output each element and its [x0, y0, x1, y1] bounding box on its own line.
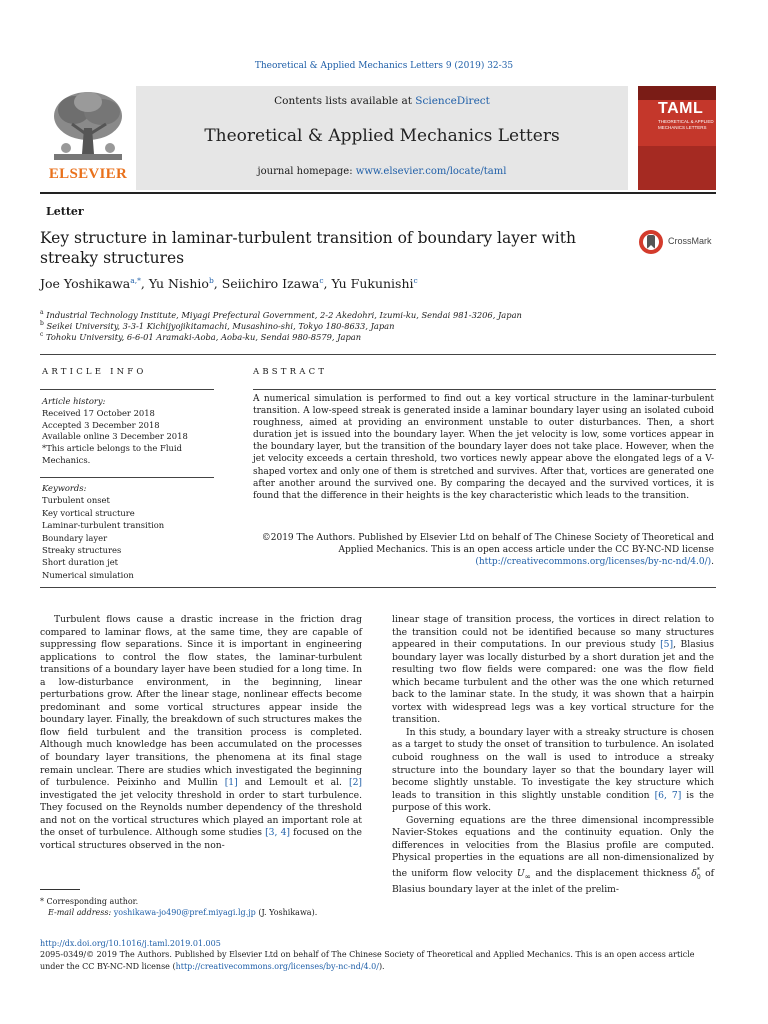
elsevier-wordmark: ELSEVIER: [48, 166, 128, 182]
license-link[interactable]: (http://creativecommons.org/licenses/by-nc-nd/4.0/): [475, 557, 712, 568]
keyword-item: Streaky structures: [42, 545, 122, 556]
contents-prefix: Contents lists available at: [274, 95, 416, 107]
email-label: E-mail address:: [48, 908, 114, 917]
abstract-heading: ABSTRACT: [253, 367, 328, 377]
affiliation-mark: b: [40, 320, 44, 327]
body-text: and the displacement thickness: [531, 868, 692, 879]
body-paragraph: [392, 727, 714, 815]
author-name[interactable]: Joe Yoshikawa: [40, 276, 131, 292]
author-sup[interactable]: c: [319, 276, 324, 285]
cover-bottom-stripe: [638, 146, 716, 190]
email-tail: (J. Yoshikawa).: [255, 908, 318, 917]
copyright-line-1: ©2019 The Authors. Published by Elsevier Ltd on behalf of The Chinese Society of Theoretical and: [261, 533, 714, 543]
corresponding-author-note: * Corresponding author.: [40, 897, 139, 906]
author-separator: ,: [213, 276, 222, 292]
doi-license-block: [40, 938, 716, 972]
article-title: Key structure in laminar-turbulent transition of boundary layer with streaky structures: [40, 229, 576, 267]
abstract-divider: [253, 389, 716, 390]
author-list: [40, 276, 640, 291]
body-paragraph: [40, 614, 362, 852]
history-accepted: Accepted 3 December 2018: [42, 419, 160, 430]
body-text: focused on the vortical structures observed in the non-: [40, 827, 362, 851]
keyword-item: Short duration jet: [42, 557, 119, 568]
abstract-text: A numerical simulation is performed to find out a key vortical structure in the laminar-turbulent transition. A low-speed streak is generated inside a laminar boundary layer using an isolated cuboid roughness, aimed at providing an environment unstable to outer disturbances. Then, a short duration jet is issued into the boundary layer. When the jet velocity is low, some vortices appear in the boundary layer, but the transition of the boundary layer does not take place. However, when the jet velocity exceeds a certain threshold, two vortices newly appear above the elongated legs of a V-shaped vortex and only one of them is stretched and survives. After that, vortices are generated one after another around the survived one. By comparing the decayed and the survived vortices, it is found that the difference in their heights is the key characteristic which leads to the transition.: [253, 394, 714, 501]
body-paragraph: [392, 614, 714, 727]
email-line: [40, 907, 362, 918]
citation-link[interactable]: [5]: [660, 639, 674, 651]
sciencedirect-link[interactable]: ScienceDirect: [415, 95, 490, 107]
affiliation-mark: a: [40, 309, 44, 316]
body-text: and Lemoult et al.: [237, 777, 349, 789]
cover-title: TAML: [658, 100, 704, 117]
contents-available: [136, 95, 628, 107]
footnote: [40, 896, 362, 918]
keywords: [42, 482, 214, 581]
citation-link[interactable]: [1]: [224, 777, 238, 789]
author-sup[interactable]: b: [208, 276, 214, 285]
citation-link[interactable]: [6, 7]: [654, 789, 682, 801]
keyword-item: Boundary layer: [42, 532, 108, 543]
journal-reference-link[interactable]: Theoretical & Applied Mechanics Letters 9 (2019) 32-35: [254, 61, 514, 71]
body-text: Governing equations are the three dimensional incompressible Navier-Stokes equations and the continuity equation. Only the differences in velocities from the Blasius profile are computed. Physical properties in the equations are all non-dimensionalized by the uniform flow velocity: [392, 814, 714, 879]
author-separator: ,: [323, 276, 332, 292]
email-link[interactable]: yoshikawa-jo490@pref.miyagi.lg.jp: [113, 908, 256, 917]
crossmark-badge[interactable]: [638, 228, 718, 256]
homepage-link[interactable]: www.elsevier.com/locate/taml: [355, 166, 507, 177]
cover-top-stripe: [638, 86, 716, 100]
affiliation-divider: [40, 354, 716, 355]
footnote-rule: [40, 889, 80, 890]
math-subscript: ∞: [524, 871, 532, 881]
doi-link[interactable]: http://dx.doi.org/10.1016/j.taml.2019.01.005: [40, 939, 221, 948]
history-online: Available online 3 December 2018: [42, 431, 188, 442]
keywords-divider: [40, 477, 214, 478]
keyword-item: Laminar-turbulent transition: [42, 520, 165, 531]
abstract-bottom-divider: [40, 587, 716, 588]
license-text: 2095-0349/© 2019 The Authors. Published by Elsevier Ltd on behalf of The Chinese Society of Theoretical and Applied Mechanics. This is an open access article under the CC BY-NC-ND license (: [40, 950, 695, 971]
journal-title: Theoretical & Applied Mechanics Letters: [204, 126, 560, 146]
license-url-link[interactable]: http://creativecommons.org/licenses/by-nc-nd/4.0/: [175, 961, 379, 971]
history-received: Received 17 October 2018: [42, 407, 155, 418]
journal-reference[interactable]: [0, 61, 768, 71]
history-label: Article history:: [42, 396, 106, 406]
body-text: , Blasius boundary layer was locally disturbed by a short duration jet and the resulting two flow fields were compared: one was the flow field which became turbulent and the other was the one which returned back to the laminar state. In the study, it was shown that a hairpin vortex with widespread legs was a key vortical structure for the transition.: [392, 639, 714, 726]
keyword-item: Key vortical structure: [42, 507, 135, 518]
journal-cover[interactable]: [638, 86, 716, 190]
keywords-label: Keywords:: [42, 483, 87, 493]
license-line: [40, 949, 716, 972]
citation-link[interactable]: [2]: [348, 777, 362, 789]
elsevier-tree-icon: [46, 88, 130, 166]
license-url-tail: ).: [378, 961, 385, 971]
author-name[interactable]: Yu Fukunishi: [331, 276, 414, 292]
body-text: linear stage of transition process, the vortices in direct relation to the transition could not be identified because so many structures appeared in their computations. In our previous study: [392, 614, 714, 651]
body-text: is the purpose of this work.: [392, 789, 714, 814]
crossmark-icon: [638, 228, 664, 256]
license-tail: .: [711, 557, 714, 568]
header-divider: [40, 192, 716, 194]
math-superscript: *: [696, 866, 700, 874]
author-separator: ,: [140, 276, 149, 292]
journal-homepage: [136, 166, 628, 177]
citation-link[interactable]: [3, 4]: [265, 827, 290, 839]
body-paragraph: [392, 815, 714, 897]
affiliation: [40, 329, 716, 343]
math-symbol-u: U: [516, 868, 525, 879]
author-sup[interactable]: a,*: [130, 276, 141, 285]
body-text: Turbulent flows cause a drastic increase in the friction drag compared to laminar flows, at the same time, they are capable of suppressing flow separations. Since it is important in engineering applications to control the flow states, the laminar-turbulent transitions of a boundary layer have been studied for a long time. In a low-disturbance environment, in the beginning, linear perturbations grow. After the linear stage, nonlinear effects become predominant and some vortical structures appear inside the boundary layer. Finally, the breakdown of such structures makes the flow field turbulent and the transition process is completed. Although much knowledge has been accumulated on the processes of boundary layer transitions, the phenomena at its final stage remain unclear. There are studies which investigated the beginning of turbulence. Peixinho and Mullin: [40, 614, 362, 789]
keyword-item: Numerical simulation: [42, 569, 134, 580]
body-column-right: [392, 614, 714, 897]
crossmark-label: CrossMark: [668, 236, 712, 246]
author-name[interactable]: Yu Nishio: [148, 276, 209, 292]
elsevier-logo[interactable]: [40, 86, 136, 190]
history-note: *This article belongs to the Fluid Mechanics.: [42, 443, 182, 465]
author-sup[interactable]: c: [413, 276, 418, 285]
affiliation-text: Tohoku University, 6-6-01 Aramaki-Aoba, Aoba-ku, Sendai 980-8579, Japan: [46, 331, 362, 342]
copyright-line-2: Applied Mechanics. This is an open access article under the CC BY-NC-ND license: [338, 545, 714, 556]
body-text: In this study, a boundary layer with a streaky structure is chosen as a target to study the onset of transition to turbulence. An isolated cuboid roughness on the wall is used to introduce a streaky structure into the boundary layer so that the boundary layer will become slightly unstable. To investigate the key structure which leads to transition in this slightly unstable condition: [392, 726, 714, 801]
math-symbol-delta: δ: [691, 868, 697, 879]
affiliation-mark: c: [40, 331, 44, 338]
affiliation-text: Seikei University, 3-3-1 Kichijyojikitamachi, Musashino-shi, Tokyo 180-8633, Japan: [46, 320, 395, 331]
homepage-prefix: journal homepage:: [257, 166, 356, 177]
article-history: [42, 396, 214, 467]
article-info-heading: ARTICLE INFO: [42, 367, 147, 377]
body-column-left: [40, 614, 362, 852]
body-text: of Blasius boundary layer at the inlet of the prelim-: [392, 868, 715, 896]
body-text: investigated the jet velocity threshold in order to start turbulence. They focused on the Reynolds number dependency of the threshold and not on the vortical structures which played an important role at the onset of turbulence. Although some studies: [40, 789, 362, 839]
article-type-label: Letter: [46, 205, 84, 218]
article-info-divider: [40, 389, 214, 390]
cover-subtitle: THEORETICAL & APPLIED MECHANICS LETTERS: [658, 119, 714, 130]
affiliation-text: Industrial Technology Institute, Miyagi Prefectural Government, 2-2 Akedohri, Izumi-ku, Sendai 981-3206, Japan: [46, 309, 522, 320]
math-subscript: 0: [696, 873, 701, 881]
author-name[interactable]: Seiichiro Izawa: [221, 276, 320, 292]
copyright-line-3: [253, 556, 714, 568]
abstract-copyright: [253, 532, 714, 568]
keyword-item: Turbulent onset: [42, 495, 110, 506]
doi-line: [40, 938, 716, 949]
